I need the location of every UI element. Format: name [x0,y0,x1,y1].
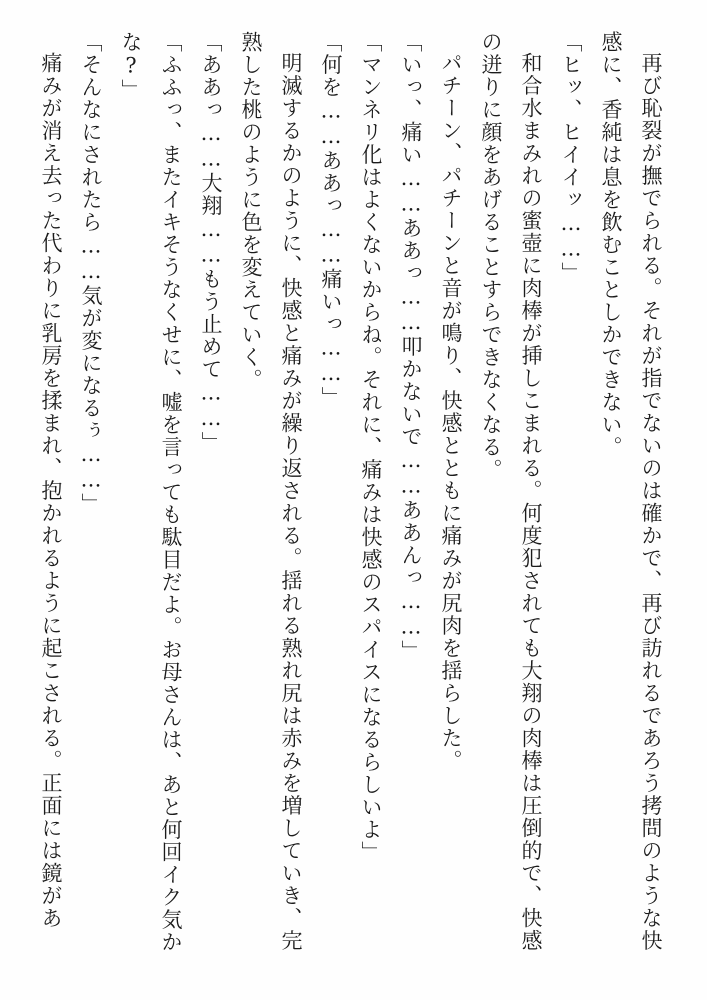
paragraph-narrative-4: 明滅するかのように、快感と痛みが繰り返される。揺れる熟れ尻は赤みを増していき、完熟した桃のように色を変えていく。 [239,31,303,952]
paragraph-narrative-3: パチーン、パチーンと音が鳴り、快感とともに痛みが尻肉を揺らした。 [439,52,463,772]
paragraph-dialogue-4: 「何を……ああっ……痛いっ……」 [319,31,343,409]
paragraph-dialogue-3: 「マンネリ化はよくないからね。それに、痛みは快感のスパイスになるらしいよ」 [359,31,383,864]
paragraph-dialogue-6: 「ふふっ、またイキそうなくせに、嘘を言っても駄目だよ。お母さんは、あと何回イク気かな?」 [119,31,183,954]
paragraph-narrative-2: 和合水まみれの蜜壺に肉棒が挿しこまれる。何度犯されても大翔の肉棒は圧倒的で、快感の迸りに顔をあげることすらできなくなる。 [479,31,543,952]
paragraph-dialogue-5: 「ああっ……大翔……もう止めて……」 [199,31,223,454]
paragraph-narrative-5: 痛みが消え去った代わりに乳房を揉まれ、抱かれるように起こされる。正面には鏡があ [39,52,63,930]
paragraph-narrative-1: 再び恥裂が撫でられる。それが指でないのは確かで、再び訪れるであろう拷問のような快感に、香純は息を飲むことしかできない。 [599,31,663,952]
paragraph-dialogue-7: 「そんなにされたら……気が変になるぅ……」 [79,31,103,516]
paragraph-dialogue-1: 「ヒッ、ヒイイッ……」 [559,31,583,285]
paragraph-dialogue-2: 「いっ、痛い……ああっ……叩かないで……ああんっ……」 [399,31,423,663]
